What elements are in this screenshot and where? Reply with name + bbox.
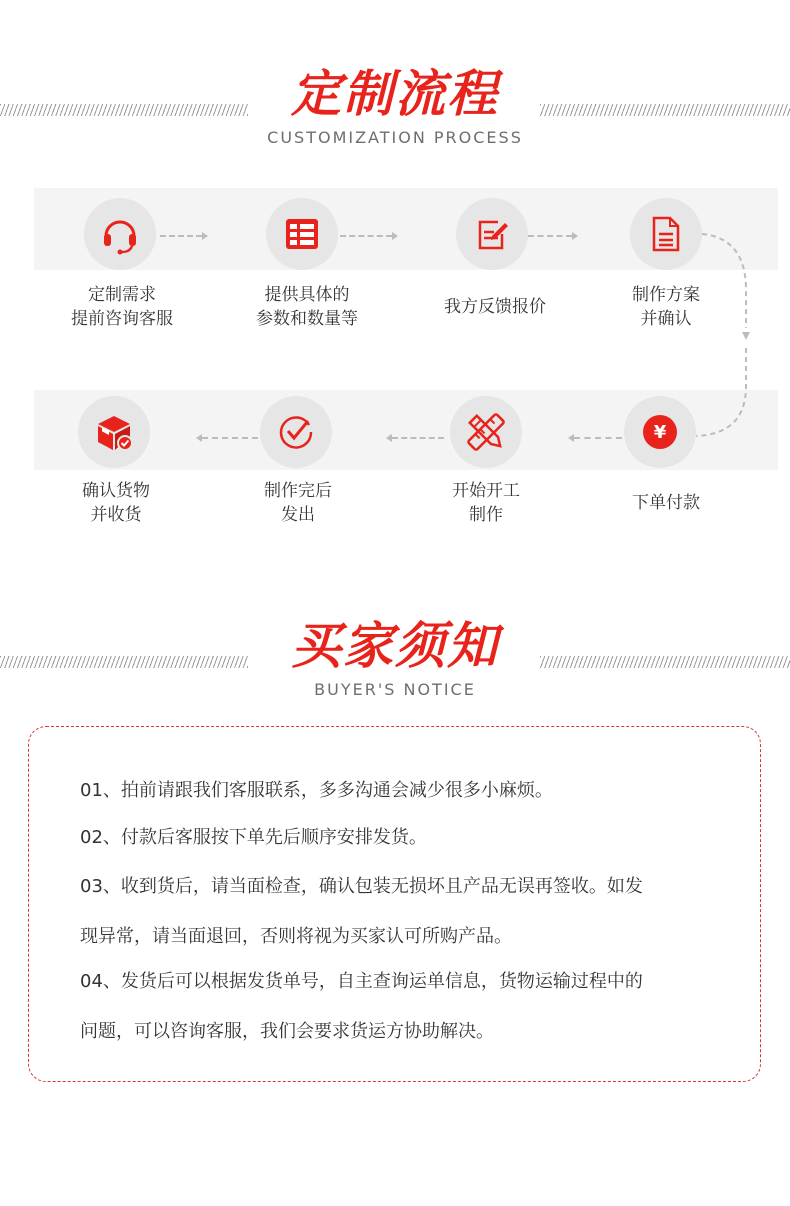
step-4-icon-circle	[630, 198, 702, 270]
step-5-label: 下单付款	[632, 493, 700, 513]
notice-line-6: 问题，可以咨询客服，我们会要求货运方协助解决。	[80, 1021, 494, 1042]
arrow-right-icon	[572, 232, 578, 240]
connector	[160, 235, 202, 237]
step-2-icon-circle	[266, 198, 338, 270]
package-check-icon	[92, 410, 136, 454]
step-1-label: 定制需求 提前咨询客服	[71, 285, 173, 329]
process-title: 定制流程	[291, 65, 499, 123]
connector	[340, 235, 392, 237]
notice-line-2: 02、付款后客服按下单先后顺序安排发货。	[80, 827, 427, 848]
notice-line-4: 现异常，请当面退回，否则将视为买家认可所购产品。	[80, 926, 512, 947]
notice-line-5: 04、发货后可以根据发货单号，自主查询运单信息，货物运输过程中的	[80, 971, 643, 992]
document-icon	[648, 214, 684, 254]
connector-curve	[690, 228, 760, 448]
connector	[392, 437, 444, 439]
step-6-label: 开始开工 制作	[452, 481, 520, 525]
headset-icon	[98, 212, 142, 256]
yuan-icon	[643, 415, 677, 449]
step-7-label: 制作完后 发出	[264, 481, 332, 525]
step-5-icon-circle	[624, 396, 696, 468]
notice-title: 买家须知	[291, 617, 499, 675]
connector	[202, 437, 258, 439]
step-7-icon-circle	[260, 396, 332, 468]
process-subtitle: CUSTOMIZATION PROCESS	[267, 128, 523, 147]
step-8-icon-circle	[78, 396, 150, 468]
step-4-label: 制作方案 并确认	[632, 285, 700, 329]
step-3-icon-circle	[456, 198, 528, 270]
step-3-label: 我方反馈报价	[444, 297, 546, 317]
notice-line-1: 01、拍前请跟我们客服联系，多多沟通会减少很多小麻烦。	[80, 780, 553, 801]
ruler-pencil-icon	[464, 410, 508, 454]
step-8-label: 确认货物 并收货	[82, 481, 150, 525]
step-1-icon-circle	[84, 198, 156, 270]
yuan-symbol: ¥	[653, 421, 667, 443]
form-list-icon	[282, 214, 322, 254]
connector	[574, 437, 622, 439]
arrow-right-icon	[202, 232, 208, 240]
arrow-right-icon	[392, 232, 398, 240]
edit-note-icon	[472, 214, 512, 254]
step-2-label: 提供具体的 参数和数量等	[256, 285, 358, 329]
notice-line-3: 03、收到货后，请当面检查，确认包装无损坏且产品无误再签收。如发	[80, 876, 643, 897]
notice-subtitle: BUYER'S NOTICE	[314, 680, 476, 699]
step-6-icon-circle	[450, 396, 522, 468]
check-circle-icon	[276, 412, 316, 452]
connector	[528, 235, 572, 237]
